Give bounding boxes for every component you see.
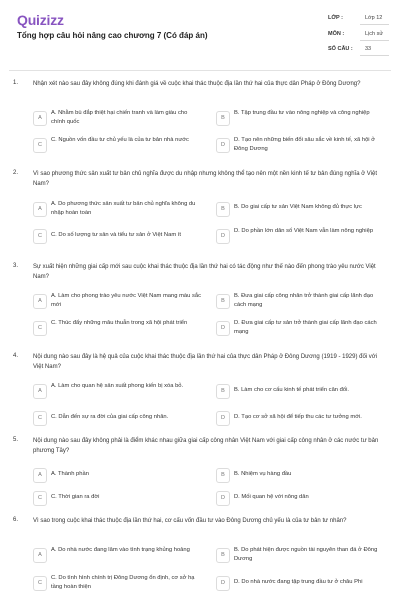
question-text: Nhận xét nào sau đây không đúng khi đánh giá về cuộc khai thác thuộc địa lần thứ hai của thực dân Pháp ở Đông Dương? — [33, 81, 361, 87]
page-title: Tổng hợp câu hỏi nâng cao chương 7 (Có đáp án) — [17, 31, 208, 40]
option-letter: B — [216, 468, 230, 483]
question-text: Nội dung nào sau đây không phải là điểm khác nhau giữa giai cấp công nhân Việt Nam với giai cấp công nhân ở các nước tư bản phương Tây? — [33, 438, 379, 454]
option-letter: B — [216, 548, 230, 563]
option-letter: C — [33, 491, 47, 506]
option-letter: A — [33, 294, 47, 309]
option-text: A. Do nhà nước đang lâm vào tình trạng khủng hoảng — [51, 547, 190, 553]
option-letter: B — [216, 294, 230, 309]
option-text: C. Do số lượng tư sản và tiểu tư sản ở Việt Nam ít — [51, 232, 181, 238]
option-a[interactable] — [33, 545, 203, 568]
option-d[interactable] — [216, 488, 386, 511]
option-c[interactable] — [33, 318, 203, 341]
option-c[interactable] — [33, 135, 203, 158]
meta-label-subject: MÔN : — [328, 31, 345, 37]
option-text: B. Do giai cấp tư sản Việt Nam không đủ thực lực — [234, 204, 362, 210]
question-number: 2. — [13, 170, 19, 176]
meta-divider — [360, 24, 389, 25]
question-number: 3. — [13, 263, 19, 269]
option-c[interactable] — [33, 226, 203, 249]
question-number: 5. — [13, 437, 19, 443]
quizizz-logo[interactable]: Quizizz — [17, 12, 64, 28]
meta-value-grade: Lớp 12 — [365, 15, 383, 21]
option-letter: A — [33, 468, 47, 483]
option-b[interactable] — [216, 199, 386, 222]
option-text: C. Thời gian ra đời — [51, 494, 100, 500]
option-text: B. Làm cho cơ cấu kinh tế phát triển cân đối. — [234, 387, 349, 393]
option-text: D. Do phần lớn dân số Việt Nam vẫn làm nông nghiệp — [234, 228, 374, 234]
meta-value-count: 33 — [365, 46, 372, 52]
option-text: C. Thúc đẩy những mâu thuẫn trong xã hội phát triển — [51, 320, 188, 326]
option-c[interactable] — [33, 573, 203, 596]
option-letter: C — [33, 321, 47, 336]
option-d[interactable] — [216, 318, 386, 341]
option-letter: C — [33, 576, 47, 591]
option-text: D. Do nhà nước đang tập trung đầu tư ở châu Phi — [234, 579, 363, 585]
option-a[interactable] — [33, 291, 203, 314]
option-d[interactable] — [216, 408, 386, 431]
option-letter: D — [216, 491, 230, 506]
option-text: D. Đưa giai cấp tư sản trở thành giai cấp lãnh đạo cách mạng — [234, 320, 377, 335]
option-letter: D — [216, 411, 230, 426]
question-number: 6. — [13, 517, 19, 523]
option-d[interactable] — [216, 135, 386, 158]
option-letter: B — [216, 202, 230, 217]
option-letter: A — [33, 548, 47, 563]
option-letter: D — [216, 229, 230, 244]
option-letter: A — [33, 384, 47, 399]
option-text: A. Nhằm bù đắp thiệt hại chiến tranh và làm giàu cho chính quốc — [51, 110, 188, 125]
header — [0, 0, 400, 70]
meta-divider — [360, 40, 389, 41]
option-b[interactable] — [216, 108, 386, 131]
option-letter: A — [33, 202, 47, 217]
option-b[interactable] — [216, 465, 386, 488]
option-letter: D — [216, 576, 230, 591]
meta-label-count: SỐ CÂU : — [328, 46, 353, 52]
option-text: C. Do tình hình chính trị Đông Dương ổn định, cơ sở hạ tầng hoàn thiện — [51, 575, 195, 590]
question-text: Vì sao phương thức sản xuất tư bản chủ nghĩa được du nhập nhưng không thể tạo nên một nền kinh tế tư bản đúng nghĩa ở Việt Nam? — [33, 171, 378, 187]
question-text: Sự xuất hiện những giai cấp mới sau cuộc khai thác thuộc địa lần thứ hai có tác động như thế nào đến phong trào yêu nước Việt Nam? — [33, 264, 376, 280]
question-number: 4. — [13, 353, 19, 359]
option-text: A. Do phương thức sản xuất tư bản chủ nghĩa không du nhập hoàn toàn — [51, 201, 196, 216]
option-b[interactable] — [216, 545, 386, 568]
meta-value-subject: Lịch sử — [365, 31, 384, 37]
option-text: B. Tập trung đầu tư vào nông nghiệp và công nghiệp — [234, 110, 370, 116]
option-d[interactable] — [216, 226, 386, 249]
option-a[interactable] — [33, 199, 203, 222]
option-c[interactable] — [33, 488, 203, 511]
option-c[interactable] — [33, 408, 203, 431]
question-number: 1. — [13, 80, 19, 86]
option-letter: B — [216, 111, 230, 126]
option-letter: C — [33, 138, 47, 153]
option-text: C. Dẫn đến sự ra đời của giai cấp công nhân. — [51, 414, 169, 420]
option-letter: D — [216, 321, 230, 336]
option-text: C. Nguồn vốn đầu tư chủ yếu là của tư bản nhà nước — [51, 137, 189, 143]
option-text: A. Thành phần — [51, 471, 89, 477]
option-text: D. Tạo cơ sở xã hội để tiếp thu các tư tưởng mới. — [234, 414, 362, 420]
option-text: D. Mối quan hệ với nông dân — [234, 494, 309, 500]
option-text: A. Làm cho phong trào yêu nước Việt Nam mang màu sắc mới — [51, 293, 201, 308]
option-letter: C — [33, 411, 47, 426]
option-d[interactable] — [216, 573, 386, 596]
header-divider — [9, 70, 391, 71]
meta-label-grade: LỚP : — [328, 15, 343, 21]
option-text: A. Làm cho quan hệ sản xuất phong kiến bị xóa bỏ. — [51, 383, 184, 389]
option-a[interactable] — [33, 108, 203, 131]
option-a[interactable] — [33, 381, 203, 404]
option-b[interactable] — [216, 291, 386, 314]
meta-divider — [360, 55, 389, 56]
option-b[interactable] — [216, 381, 386, 404]
option-letter: B — [216, 384, 230, 399]
option-text: D. Tạo nên những biến đổi sâu sắc về kinh tế, xã hội ở Đông Dương — [234, 137, 375, 152]
question-text: Vì sao trong cuộc khai thác thuộc địa lần thứ hai, cơ cấu vốn đầu tư vào Đông Dương chủ yếu là của tư bản tư nhân? — [33, 518, 347, 524]
option-letter: C — [33, 229, 47, 244]
option-text: B. Đưa giai cấp công nhân trở thành giai cấp lãnh đạo cách mạng — [234, 293, 374, 308]
option-letter: D — [216, 138, 230, 153]
option-text: B. Do phát hiện được nguồn tài nguyên than đá ở Đông Dương — [234, 547, 378, 562]
option-text: B. Nhiệm vụ hàng đầu — [234, 471, 292, 477]
question-text: Nội dung nào sau đây là hệ quả của cuộc khai thác thuộc địa lần thứ hai của thực dân Pháp ở Đông Dương (1919 - 1929) đối với Việt Nam? — [33, 354, 378, 370]
option-letter: A — [33, 111, 47, 126]
option-a[interactable] — [33, 465, 203, 488]
